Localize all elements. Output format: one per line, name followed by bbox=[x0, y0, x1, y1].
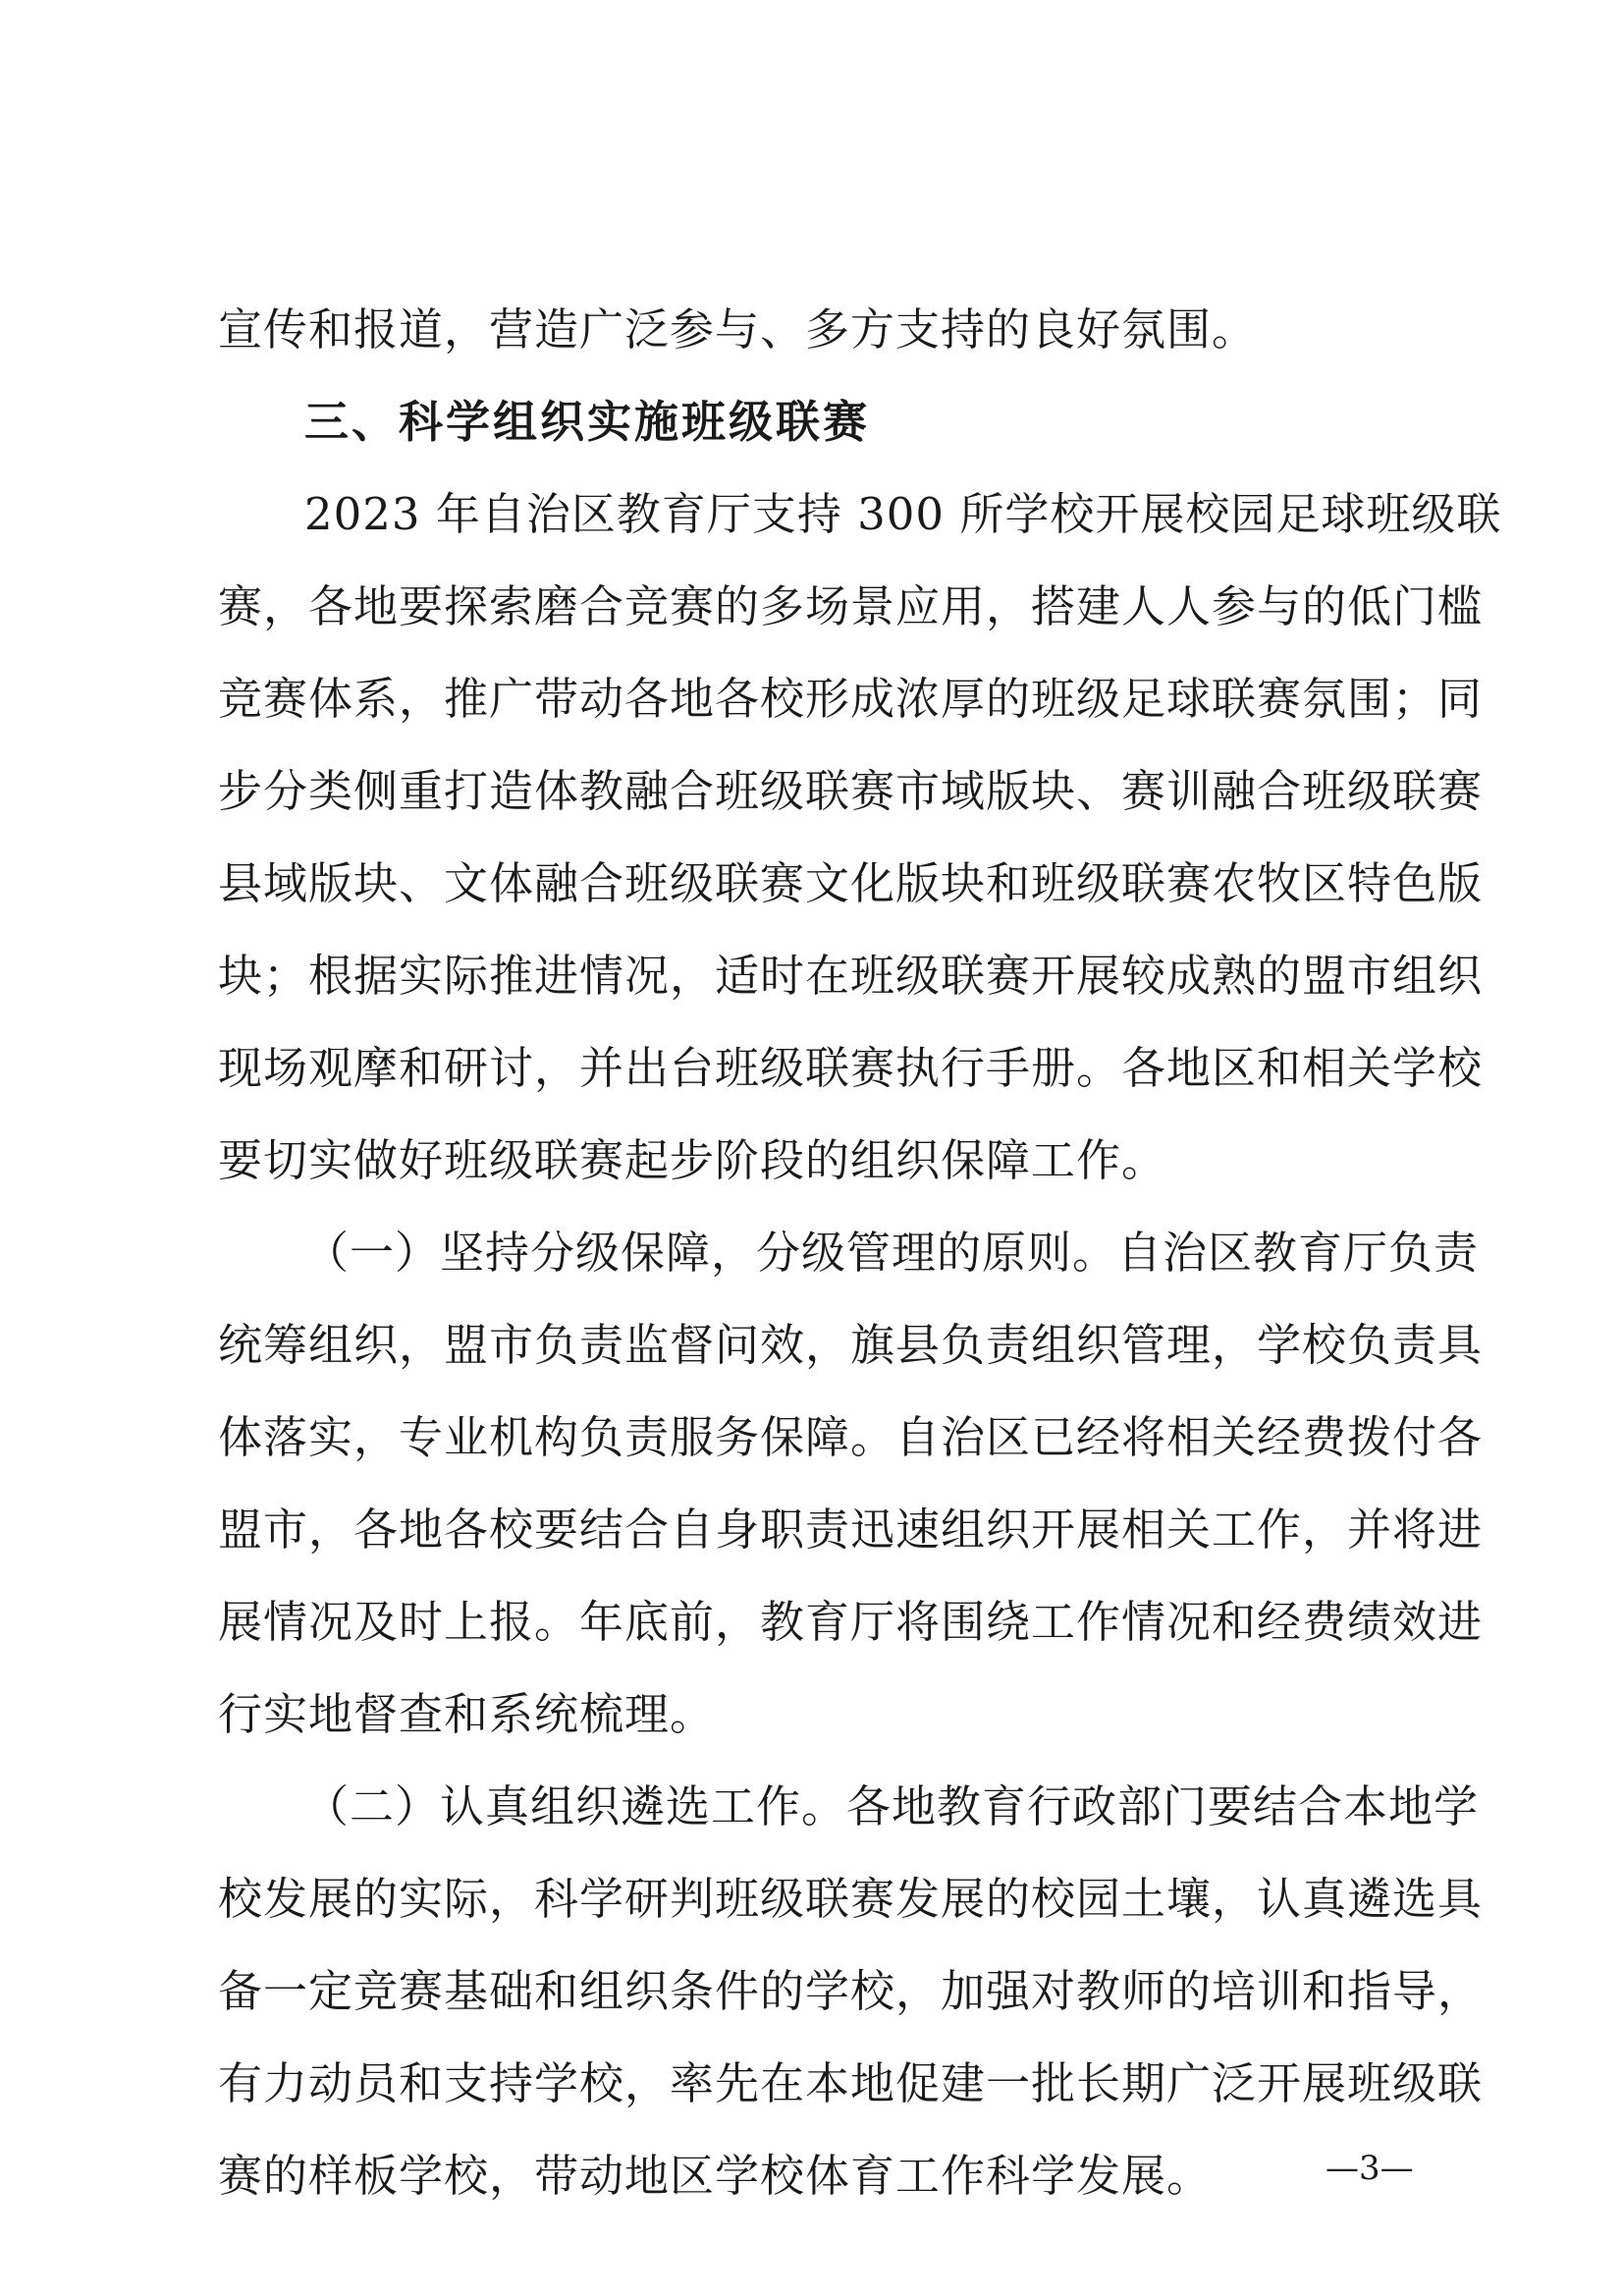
paragraph-line: 备一定竞赛基础和组织条件的学校，加强对教师的培训和指导， bbox=[218, 1965, 1484, 2017]
page-number: —3— bbox=[1325, 2149, 1414, 2188]
section-heading: 三、科学组织实施班级联赛 bbox=[304, 396, 871, 448]
paragraph-line: 赛的样板学校，带动地区学校体育工作科学发展。 bbox=[218, 2150, 1213, 2202]
paragraph-line: 校发展的实际，科学研判班级联赛发展的校园土壤，认真遴选具 bbox=[218, 1873, 1484, 1925]
paragraph-line: 体落实，专业机构负责服务保障。自治区已经将相关经费拨付各 bbox=[218, 1411, 1484, 1463]
paragraph-line: 2023 年自治区教育厅支持 300 所学校开展校园足球班级联 bbox=[304, 488, 1502, 540]
paragraph-line: 步分类侧重打造体教融合班级联赛市域版块、赛训融合班级联赛 bbox=[218, 765, 1484, 817]
paragraph-line: （二）认真组织遴选工作。各地教育行政部门要结合本地学 bbox=[304, 1780, 1480, 1832]
paragraph-line: （一）坚持分级保障，分级管理的原则。自治区教育厅负责 bbox=[304, 1227, 1480, 1279]
paragraph-line: 竞赛体系，推广带动各地各校形成浓厚的班级足球联赛氛围；同 bbox=[218, 673, 1484, 725]
paragraph-line: 要切实做好班级联赛起步阶段的组织保障工作。 bbox=[218, 1134, 1167, 1186]
paragraph-line: 宣传和报道，营造广泛参与、多方支持的良好氛围。 bbox=[218, 303, 1258, 355]
paragraph-line: 盟市，各地各校要结合自身职责迅速组织开展相关工作，并将进 bbox=[218, 1503, 1484, 1556]
paragraph-line: 县域版块、文体融合班级联赛文化版块和班级联赛农牧区特色版 bbox=[218, 857, 1484, 909]
paragraph-line: 统筹组织，盟市负责监督问效，旗县负责组织管理，学校负责具 bbox=[218, 1319, 1484, 1371]
paragraph-line: 赛，各地要探索磨合竞赛的多场景应用，搭建人人参与的低门槛 bbox=[218, 580, 1484, 632]
paragraph-line: 行实地督查和系统梳理。 bbox=[218, 1688, 716, 1740]
paragraph-line: 块；根据实际推进情况，适时在班级联赛开展较成熟的盟市组织 bbox=[218, 950, 1484, 1002]
paragraph-line: 展情况及时上报。年底前，教育厅将围绕工作情况和经费绩效进 bbox=[218, 1596, 1484, 1648]
paragraph-line: 有力动员和支持学校，率先在本地促建一批长期广泛开展班级联 bbox=[218, 2057, 1484, 2109]
paragraph-line: 现场观摩和研讨，并出台班级联赛执行手册。各地区和相关学校 bbox=[218, 1042, 1484, 1094]
